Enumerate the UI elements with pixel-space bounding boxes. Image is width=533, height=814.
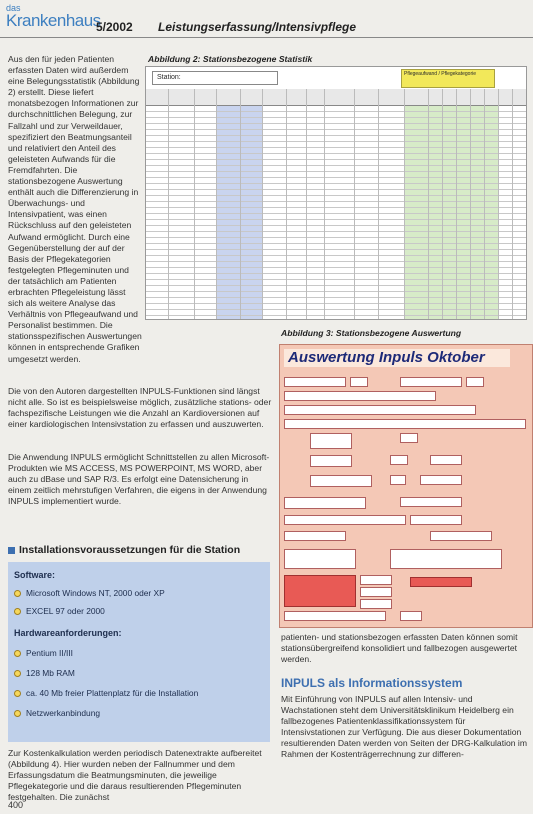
- left-col-para3: [8, 452, 272, 507]
- table-column-line: [498, 89, 499, 319]
- evaluation-field-box: [284, 391, 436, 401]
- table-column-line: [216, 89, 217, 319]
- bullet-icon: [14, 710, 21, 717]
- hardware-item-text: Netzwerkanbindung: [26, 708, 101, 718]
- evaluation-field-box: [420, 475, 462, 485]
- evaluation-field-box: [360, 587, 392, 597]
- evaluation-field-box: [284, 531, 346, 541]
- table-column-line: [168, 89, 169, 319]
- hardware-item: [14, 648, 73, 658]
- evaluation-field-box: [350, 377, 368, 387]
- table-column-line: [240, 89, 241, 319]
- right-col-para2: [281, 694, 531, 761]
- hardware-item-text: 128 Mb RAM: [26, 668, 75, 678]
- evaluation-field-box: [360, 599, 392, 609]
- statistics-table-figure: [145, 66, 527, 320]
- evaluation-field-box: [390, 475, 406, 485]
- table-column-line: [378, 89, 379, 319]
- evaluation-figure: [279, 344, 533, 628]
- software-item: [14, 588, 165, 598]
- issue-number: 5/2002: [96, 20, 133, 34]
- table-column-line: [428, 89, 429, 319]
- table-column-line: [306, 89, 307, 319]
- software-item-text: Microsoft Windows NT, 2000 oder XP: [26, 588, 165, 598]
- paragraph: Zur Kostenkalkulation werden periodisch Datenextrakte aufbereitet (Abbildung 4). Hier wurden neben der Fallnummer und dem Erfassungsdatum die Beatmungsminuten, die jeweilige Pflegekategorie und die daraus resultierenden Pflegeminuten festgehalten. Die zunächst: [8, 748, 262, 803]
- right-col-para1: [281, 632, 531, 665]
- section-title: Leistungserfassung/Intensivpflege: [158, 20, 357, 34]
- hardware-item-text: Pentium II/III: [26, 648, 74, 658]
- evaluation-field-box: [284, 549, 356, 569]
- evaluation-field-box: [310, 475, 372, 487]
- bullet-icon: [14, 670, 21, 677]
- table-column-line: [262, 89, 263, 319]
- hardware-item: [14, 668, 75, 678]
- table-column-line: [442, 89, 443, 319]
- table-column-line: [470, 89, 471, 319]
- table-column-line: [404, 89, 405, 319]
- page-number: 400: [8, 800, 24, 810]
- evaluation-field-box: [410, 515, 462, 525]
- table-row: [146, 315, 526, 320]
- software-item: [14, 606, 105, 616]
- evaluation-field-box: [360, 575, 392, 585]
- paragraph: Die Anwendung INPULS ermöglicht Schnittstellen zu allen Microsoft-Produkten wie MS ACCESS, MS POWERPOINT, MS WORD, aber auch zu dBase und SAP R/3. Es erfolgt eine Datensicherung in einem zeitlich mehrstufigen Verfahren, die eigens in der Anwendung INPULS implementiert wurde.: [8, 452, 270, 507]
- bullet-icon: [14, 650, 21, 657]
- install-heading-text: Installationsvoraussetzungen für die Station: [19, 544, 241, 556]
- bullet-icon: [14, 590, 21, 597]
- figure3-caption: Abbildung 3: Stationsbezogene Auswertung: [281, 328, 462, 338]
- evaluation-title: Auswertung Inpuls Oktober: [284, 349, 510, 367]
- evaluation-field-box: [284, 515, 406, 525]
- install-heading: [8, 544, 240, 556]
- evaluation-field-box: [400, 377, 462, 387]
- hardware-item: [14, 708, 100, 718]
- evaluation-field-box: [284, 611, 386, 621]
- evaluation-field-box: [430, 455, 462, 465]
- bullet-icon: [14, 690, 21, 697]
- evaluation-field-box: [310, 433, 352, 449]
- evaluation-field-box: [284, 575, 356, 607]
- evaluation-field-box: [400, 497, 462, 507]
- paragraph: Aus den für jeden Patienten erfassten Daten wird außerdem eine Belegungsstatistik (Abbildung 2) erstellt. Diese liefert monatsbezogen Informationen zur durchschnittlichen Belegung, zur Fallzahl und zur Verweildauer, spezifiziert den Beatmungsanteil und relativiert den Anteil des geleisteten Aufwands für die Fremdfahrten. Die stationsbezogene Auswertung enthält auch die Differenzierung in Überwachungs- und Intensivpatient, was einen Rückschluss auf den geleisteten Aufwand ermöglicht. Durch eine Gegenüberstellung der auf der Basis der Pflegekategorien festgelegten Pflegeminuten und der tatsächlich am Patienten erbrachten Pflegeleistung lässt sich als weitere Analyse das Verhältnis von Pflegeaufwand und Personalist bestimmen. Die stationsspezifischen Auswertungen können in entsprechende Grafiken umgesetzt werden.: [8, 54, 142, 364]
- requirements-box: [8, 562, 270, 742]
- page-header: [0, 0, 533, 40]
- square-bullet-icon: [8, 547, 15, 554]
- hardware-heading: Hardwareanforderungen:: [14, 628, 122, 638]
- paragraph: Mit Einführung von INPULS auf allen Intensiv- und Wachstationen steht dem Universitätsklinikum Heidelberg ein fallbezogenes Patientenklassifikationssystem für Intensivstationen zur Verfügung. Die aus dieser Dokumentation resultierenden Daten werden von Seiten der DRG-Kalkulation im Rahmen der Kostenträgerrechnung zur differen-: [281, 694, 528, 760]
- evaluation-field-box: [284, 377, 346, 387]
- left-col-para2: [8, 386, 272, 430]
- evaluation-field-box: [410, 577, 472, 587]
- evaluation-field-box: [466, 377, 484, 387]
- evaluation-field-box: [284, 405, 476, 415]
- table-column-line: [456, 89, 457, 319]
- evaluation-field-box: [400, 611, 422, 621]
- evaluation-field-box: [310, 455, 352, 467]
- table-grid: [146, 89, 526, 319]
- evaluation-field-box: [284, 497, 366, 509]
- evaluation-field-box: [390, 549, 502, 569]
- software-item-text: EXCEL 97 oder 2000: [26, 606, 105, 616]
- software-heading: Software:: [14, 570, 56, 580]
- table-column-line: [354, 89, 355, 319]
- bullet-icon: [14, 608, 21, 615]
- paragraph: patienten- und stationsbezogen erfassten Daten können somit stationsübergreifend konsolidiert und fallbezogen ausgewertet werden.: [281, 632, 518, 665]
- magazine-logo: Krankenhaus: [6, 11, 101, 30]
- logo-small-text: das: [6, 3, 21, 13]
- table-column-line: [484, 89, 485, 319]
- evaluation-field-box: [390, 455, 408, 465]
- evaluation-field-box: [284, 419, 526, 429]
- info-system-heading: INPULS als Informationssystem: [281, 676, 463, 690]
- left-col-para4: [8, 748, 272, 803]
- left-col-para1: [8, 54, 142, 365]
- evaluation-field-box: [430, 531, 492, 541]
- evaluation-field-box: [400, 433, 418, 443]
- table-column-line: [194, 89, 195, 319]
- legend-note: Pflegeaufwand / Pflegekategorie: [401, 69, 495, 88]
- figure2-caption: Abbildung 2: Stationsbezogene Statistik: [148, 54, 313, 64]
- table-column-line: [286, 89, 287, 319]
- hardware-item: [14, 688, 198, 698]
- paragraph: Die von den Autoren dargestellten INPULS-Funktionen sind längst nicht alle. So ist es beispielsweise möglich, zusätzliche stations- oder fachspezifische Leistungen wie die Anzahl an Kardioversionen auf einer kardiologischen Intensivstation zu erfassen und auszuwerten.: [8, 386, 272, 430]
- station-label: Station:: [152, 71, 278, 85]
- table-column-line: [324, 89, 325, 319]
- header-rule: [0, 37, 533, 38]
- table-column-line: [512, 89, 513, 319]
- hardware-item-text: ca. 40 Mb freier Plattenplatz für die Installation: [26, 688, 199, 698]
